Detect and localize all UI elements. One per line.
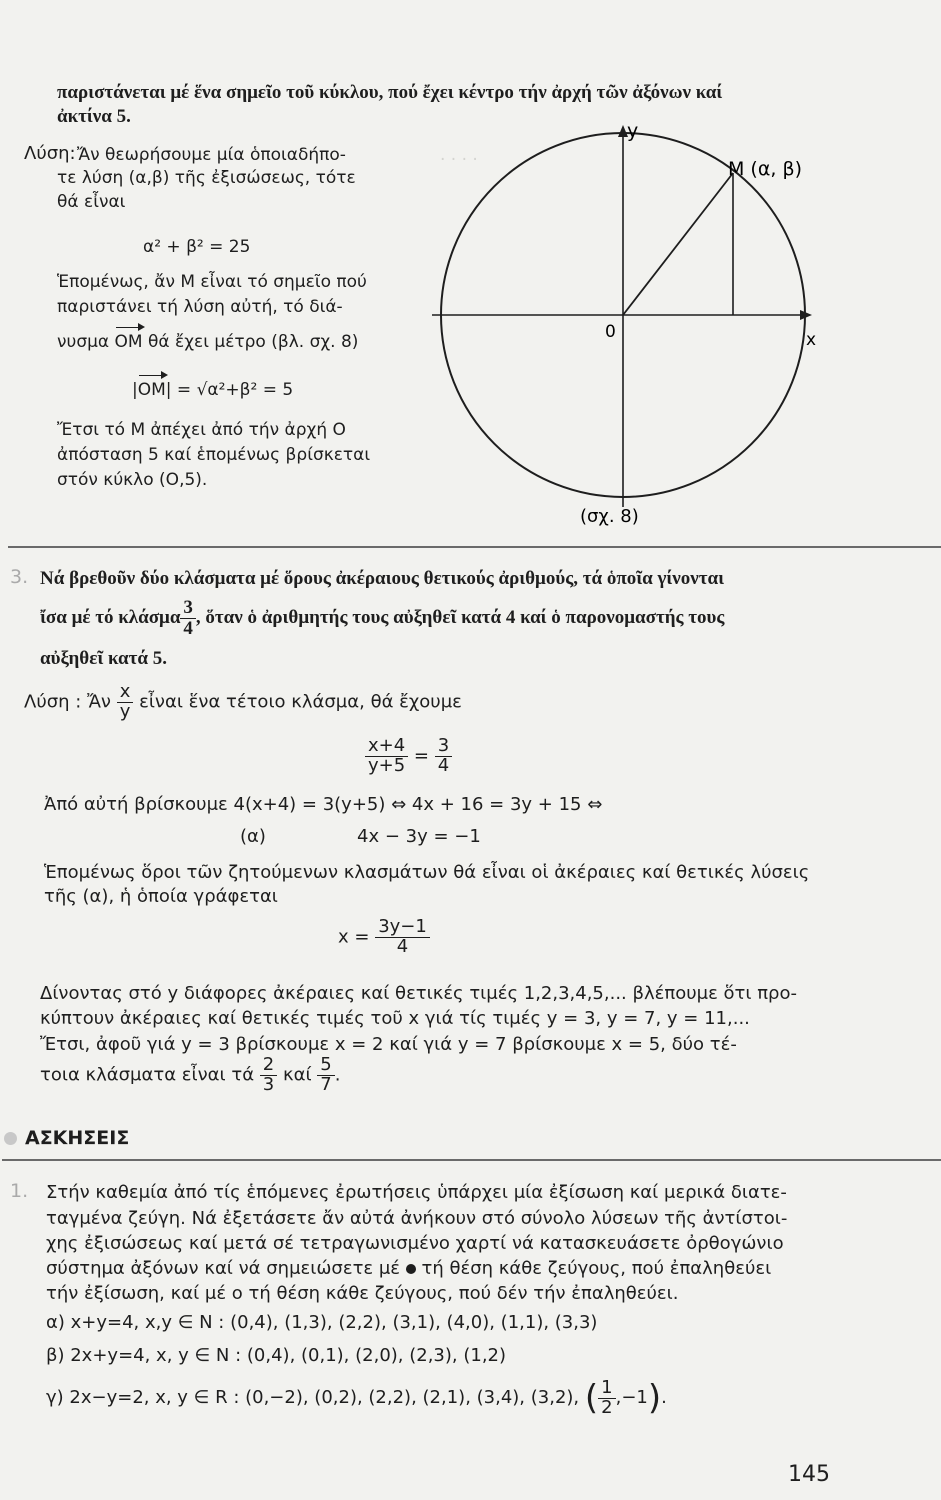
exercise-number: 1. xyxy=(10,1180,29,1202)
solution3-line-7: Ἔτσι, ἀφοῦ γιά y = 3 βρίσκουμε x = 2 καί γιά y = 7 βρίσκουμε x = 5, δύο τέ- xyxy=(40,1034,737,1055)
equation-norm: |ΟΜ| = √α²+β² = 5 xyxy=(132,380,294,400)
exercise-item-a: α) x+y=4, x,y ∈ N : (0,4), (1,3), (2,2), (3,1), (4,0), (1,1), (3,3) xyxy=(46,1312,598,1333)
solution3-line-1: Λύση : Ἄν $\frac{x}{y}$ εἶναι ἕνα τέτοιο κλάσμα, θά ἔχουμε xyxy=(24,681,462,722)
point-m-label: Μ (α, β) xyxy=(728,158,802,180)
x-axis-label: x xyxy=(806,330,817,350)
fraction-3-4: $\frac{3}{4}$ xyxy=(180,598,196,639)
equation-alpha-label: (α) xyxy=(240,826,266,847)
header-line-2: ἀκτίνα 5. xyxy=(57,106,131,127)
solution1-label: Λύση: xyxy=(24,143,76,164)
solution1-line-8: ἀπόσταση 5 καί ἑπομένως βρίσκεται xyxy=(57,445,371,465)
exercise-line-3: χης ἐξισώσεως καί μετά σέ τετραγωνισμένο χαρτί νά κατασκευάσετε ὀρθογώνιο xyxy=(46,1233,784,1254)
origin-label: 0 xyxy=(605,322,616,342)
exercise-item-b: β) 2x+y=4, x, y ∈ N : (0,4), (0,1), (2,0), (2,3), (1,2) xyxy=(46,1345,507,1366)
fraction-x-y: $\frac{x}{y}$ xyxy=(117,683,134,722)
solution3-line-2: Ἀπό αὐτή βρίσκουμε 4(x+4) = 3(y+5) ⇔ 4x + 16 = 3y + 15 ⇔ xyxy=(44,794,603,815)
solution1-line-5: παριστάνει τή λύση αὐτή, τό διά- xyxy=(57,297,343,317)
figure-caption: (σχ. 8) xyxy=(580,506,639,527)
solution3-line-6: κύπτουν ἀκέραιες καί θετικές τιμές τοῦ x γιά τίς τιμές y = 3, y = 7, y = 11,... xyxy=(40,1008,750,1029)
solution1-line-2: τε λύση (α,β) τῆς ἐξισώσεως, τότε xyxy=(57,168,356,188)
bullet-icon xyxy=(4,1132,17,1145)
exercise-line-4: σύστημα ἀξόνων καί νά σημειώσετε μέ τή θέση κάθε ζεύγους, πού ἐπαληθεύει xyxy=(46,1258,772,1279)
section-divider xyxy=(8,546,941,548)
exercise-line-5: τήν ἐξίσωση, καί μέ ο τή θέση κάθε ζεύγους, πού δέν τήν ἐπαληθεύει. xyxy=(46,1283,679,1304)
figure-8 xyxy=(420,115,820,545)
solution3-line-5: Δίνοντας στό y διάφορες ἀκέραιες καί θετικές τιμές 1,2,3,4,5,... βλέπουμε ὅτι προ- xyxy=(40,983,797,1004)
solution3-line-8: τοια κλάσματα εἶναι τά $\frac{2}{3}$ καί $\frac{5}{7}$ . xyxy=(40,1054,341,1095)
solution3-line-3: Ἑπομένως ὅροι τῶν ζητούμενων κλασμάτων θά εἶναι οἱ ἀκέραιες καί θετικές λύσεις xyxy=(44,862,810,883)
solution3-line-4: τῆς (α), ἡ ὁποία γράφεται xyxy=(44,886,278,907)
problem3-number: 3. xyxy=(10,566,29,588)
solution1-line-3: θά εἶναι xyxy=(57,192,126,212)
bleed-through-text: · · · · xyxy=(440,150,478,170)
equation-x: x = $\frac{3y-1}{4}$ xyxy=(338,918,430,957)
exercise-line-1: Στήν καθεμία ἀπό τίς ἑπόμενες ἐρωτήσεις ὑπάρχει μία ἐξίσωση καί μερικά διατε- xyxy=(46,1182,787,1203)
equation-circle: α² + β² = 25 xyxy=(143,237,251,257)
filled-dot-icon xyxy=(406,1264,416,1274)
y-axis-label: y xyxy=(627,120,639,142)
segment-om xyxy=(623,173,733,315)
equation-ratio: $\frac{x+4}{y+5}$ = $\frac{3}{4}$ xyxy=(365,737,452,776)
exercises-heading: ΑΣΚΗΣΕΙΣ xyxy=(25,1127,130,1149)
equation-alpha: 4x − 3y = −1 xyxy=(357,826,481,847)
exercises-divider xyxy=(2,1159,941,1161)
vector-om: ΟΜ xyxy=(114,332,143,352)
solution1-line-7: Ἔτσι τό Μ ἀπέχει ἀπό τήν ἀρχή Ο xyxy=(57,420,346,440)
exercise-line-2: ταγμένα ζεύγη. Νά ἐξετάσετε ἄν αὐτά ἀνήκουν στό σύνολο λύσεων τῆς ἀντίστοι- xyxy=(46,1208,788,1229)
solution1-line-1: Ἄν θεωρήσουμε μία ὁποιαδήπο- xyxy=(77,145,346,165)
x-axis-arrow xyxy=(800,310,812,320)
header-line-1: παριστάνεται μέ ἕνα σημεῖο τοῦ κύκλου, πού ἔχει κέντρο τήν ἀρχή τῶν ἀξόνων καί xyxy=(57,82,723,103)
problem3-line-2: ἴσα μέ τό κλάσμα $\frac{3}{4}$ , ὅταν ὁ ἀριθμητής τους αὐξηθεῖ κατά 4 καί ὁ παρονομαστής τους xyxy=(40,597,725,639)
solution1-line-6: νυσμα ΟΜ θά ἔχει μέτρο (βλ. σχ. 8) xyxy=(57,332,359,352)
solution1-line-4: Ἑπομένως, ἄν Μ εἶναι τό σημεῖο πού xyxy=(57,272,367,292)
problem3-line-1: Νά βρεθοῦν δύο κλάσματα μέ ὅρους ἀκέραιους θετικούς ἀριθμούς, τά ὁποῖα γίνονται xyxy=(40,568,724,589)
exercise-item-c: γ) 2x−y=2, x, y ∈ R : (0,−2), (0,2), (2,2), (2,1), (3,4), (3,2), ( $\frac{1}{2}$ ,−1). xyxy=(46,1376,667,1418)
problem3-line-3: αὐξηθεῖ κατά 5. xyxy=(40,648,167,669)
page-number: 145 xyxy=(788,1462,830,1487)
solution1-line-9: στόν κύκλο (Ο,5). xyxy=(57,470,208,490)
